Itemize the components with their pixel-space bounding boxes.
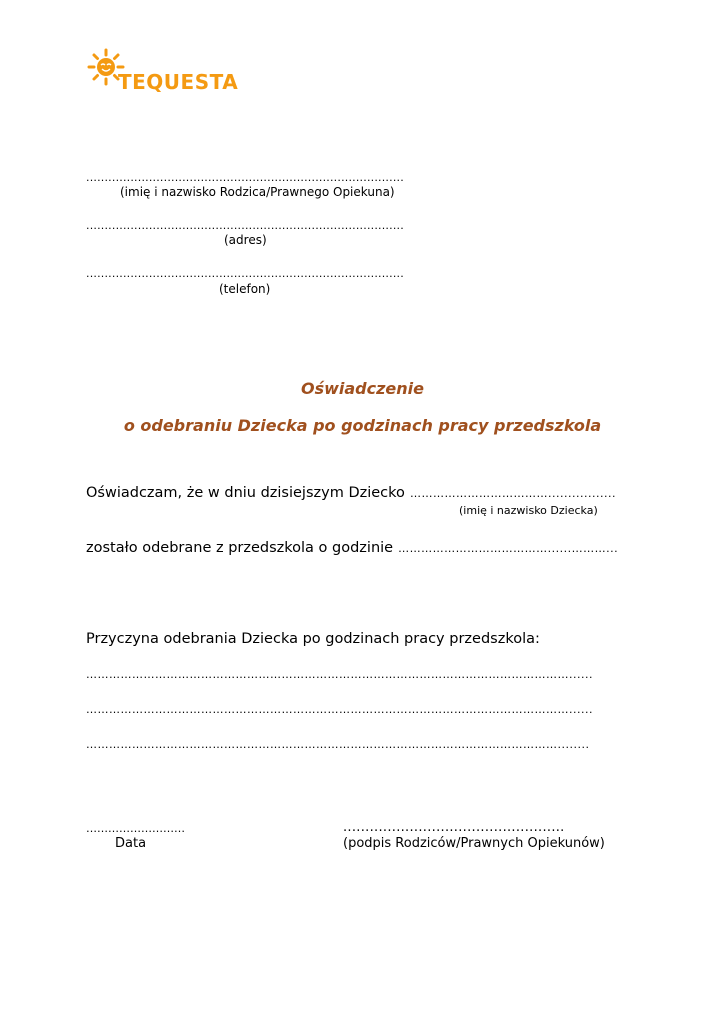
child-name-field[interactable]: ………………………………................. bbox=[410, 487, 616, 500]
statement-line-1-text: Oświadczam, że w dniu dzisiejszym Dziecko bbox=[86, 485, 405, 501]
statement-line-2-text: zostało odebrane z przedszkola o godzinie bbox=[86, 540, 394, 556]
reason-line-2[interactable]: ………………………………………………………………………………………………………………...... bbox=[86, 703, 593, 716]
statement-line-1 bbox=[86, 482, 616, 501]
parent-name-label: (imię i nazwisko Rodzica/Prawnego Opiekuna) bbox=[120, 185, 395, 199]
signature-field[interactable]: .................................................. bbox=[343, 820, 565, 835]
address-field[interactable]: ...................................................................................... bbox=[86, 219, 404, 232]
parent-name-field[interactable]: ...................................................................................... bbox=[86, 171, 404, 184]
logo-text: TEQUESTA bbox=[118, 70, 239, 94]
date-field[interactable]: ……………………… bbox=[86, 822, 185, 835]
address-label: (adres) bbox=[224, 233, 267, 247]
reason-line-3[interactable]: ……………………………………………………………………………………………………………........ bbox=[86, 738, 590, 751]
child-name-label: (imię i nazwisko Dziecka) bbox=[459, 504, 598, 517]
document-title: Oświadczenie bbox=[300, 379, 424, 398]
phone-label: (telefon) bbox=[219, 282, 271, 296]
reason-label: Przyczyna odebrania Dziecka po godzinach pracy przedszkola: bbox=[86, 631, 540, 647]
pickup-time-field[interactable]: …………………………………......………... bbox=[398, 542, 619, 555]
signature-label: (podpis Rodziców/Prawnych Opiekunów) bbox=[343, 836, 605, 851]
phone-field[interactable]: ...................................................................................... bbox=[86, 267, 404, 280]
document-subtitle: o odebraniu Dziecka po godzinach pracy przedszkola bbox=[123, 416, 602, 435]
company-logo bbox=[86, 47, 246, 93]
reason-line-1[interactable]: ………………………………………………………………………………………………………………...... bbox=[86, 668, 593, 681]
date-label: Data bbox=[115, 836, 147, 851]
statement-line-2 bbox=[86, 537, 618, 556]
